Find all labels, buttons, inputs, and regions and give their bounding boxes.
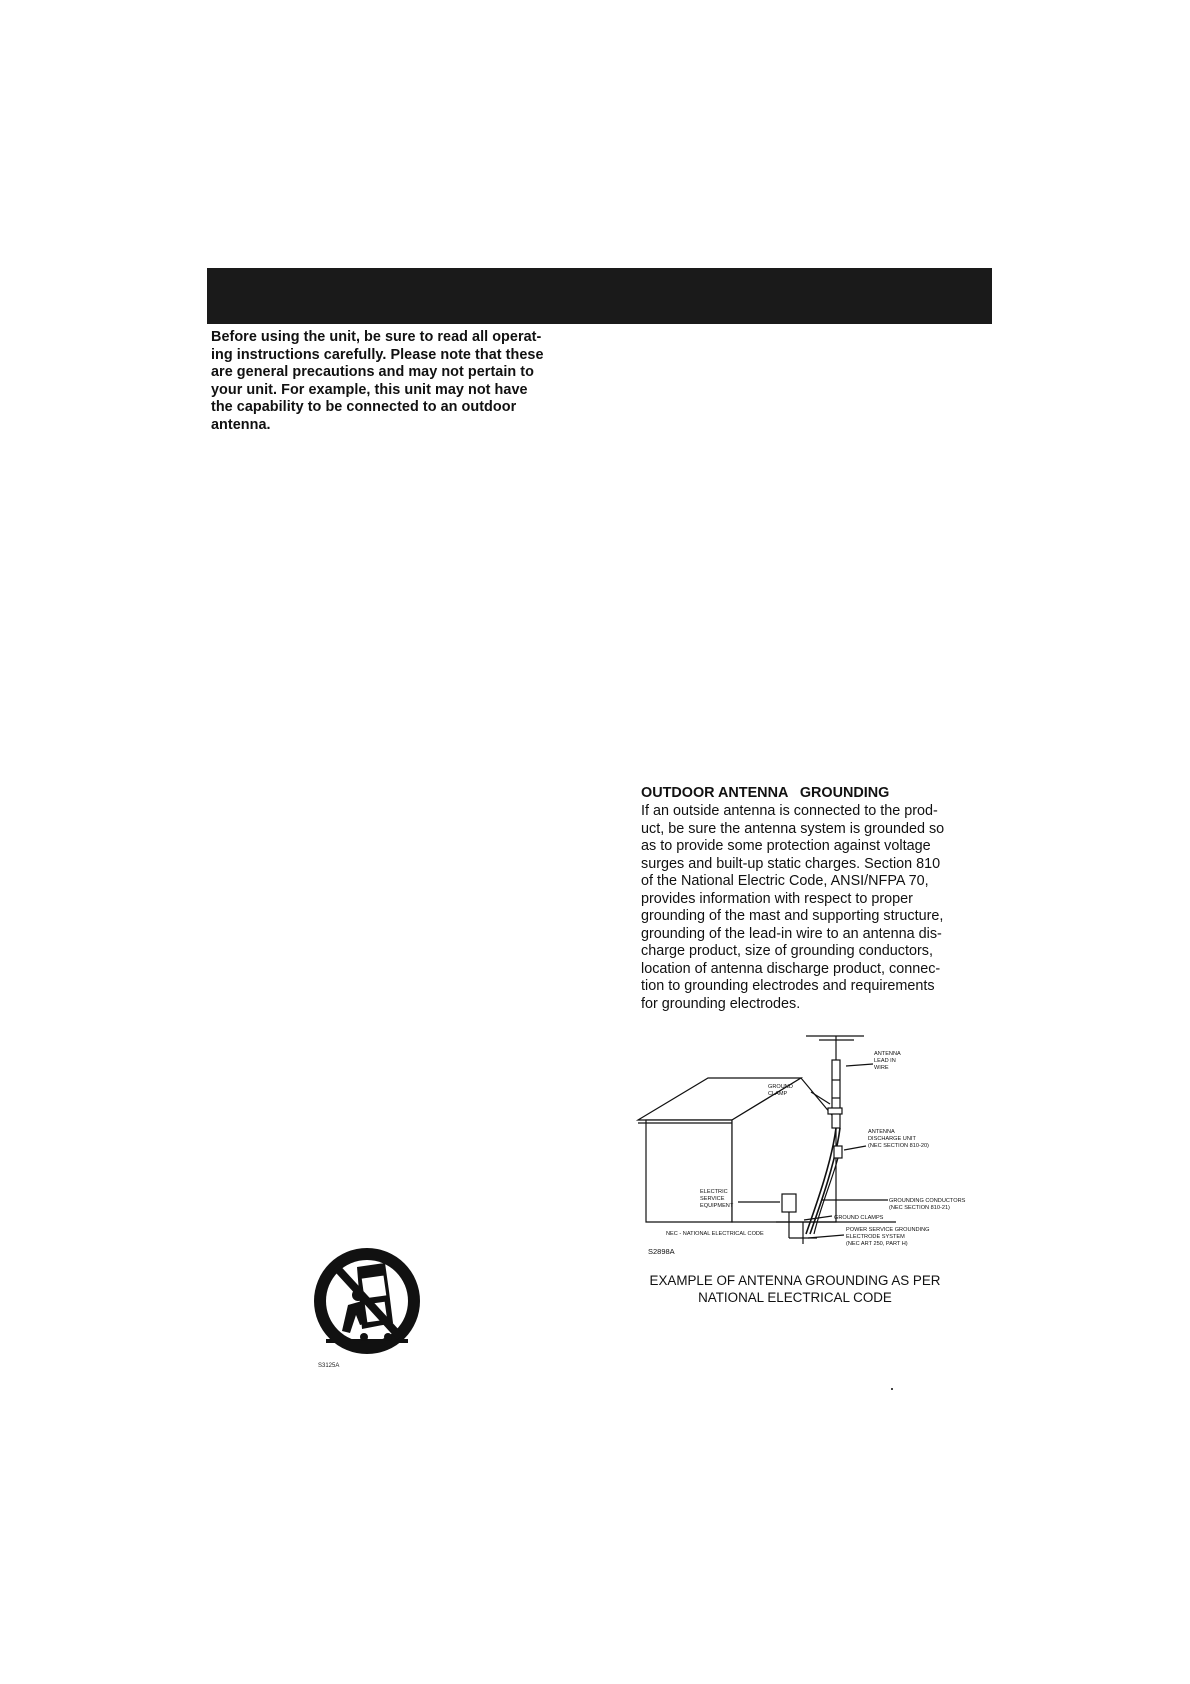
label-antenna-lead-in: LEAD IN (874, 1058, 896, 1064)
text-line: grounding of the lead-in wire to an antenna dis- (641, 925, 942, 942)
label-discharge-unit: (NEC SECTION 810-20) (868, 1143, 929, 1149)
diagram-caption (630, 1272, 960, 1306)
intro-line: are general precautions and may not pertain to (211, 364, 534, 380)
cart-symbol-code: S3125A (318, 1363, 340, 1369)
label-ground-clamps: GROUND CLAMPS (834, 1215, 884, 1221)
text-line: uct, be sure the antenna system is grounded so (641, 820, 945, 837)
intro-line: ing instructions carefully. Please note that these (211, 346, 544, 363)
label-power-service: ELECTRODE SYSTEM (846, 1234, 905, 1240)
label-grounding-conductors: GROUNDING CONDUCTORS (889, 1198, 966, 1204)
antenna-grounding-heading: OUTDOOR ANTENNA GROUNDING (641, 785, 890, 801)
caption-line: NATIONAL ELECTRICAL CODE (698, 1290, 892, 1305)
caption-line: EXAMPLE OF ANTENNA GROUNDING AS PER (649, 1273, 941, 1288)
house-illustration (638, 1036, 896, 1244)
label-ground-clamp: CLAMP (768, 1091, 788, 1097)
intro-paragraph (211, 329, 561, 434)
label-electric-service: ELECTRIC (700, 1189, 728, 1195)
label-power-service: POWER SERVICE GROUNDING (846, 1227, 930, 1233)
label-nec-note: NEC - NATIONAL ELECTRICAL CODE (666, 1231, 764, 1237)
label-electric-service: SERVICE (700, 1196, 725, 1202)
intro-line: your unit. For example, this unit may not have (211, 381, 528, 398)
header-bar (207, 268, 992, 324)
text-line: surges and built-up static charges. Section 810 (641, 855, 941, 872)
text-line: as to provide some protection against voltage (641, 838, 931, 854)
antenna-grounding-text (641, 803, 944, 1013)
label-ground-clamp: GROUND (768, 1084, 793, 1090)
text-line: provides information with respect to proper (641, 890, 913, 907)
antenna-grounding-diagram (636, 1030, 966, 1262)
text-line: charge product, size of grounding conductors, (641, 943, 933, 959)
label-antenna-lead-in: ANTENNA (874, 1051, 901, 1057)
cart-warning-icon (310, 1245, 426, 1375)
text-line: If an outside antenna is connected to the prod- (641, 803, 938, 819)
label-antenna-lead-in: WIRE (874, 1065, 889, 1071)
text-line: for grounding electrodes. (641, 995, 801, 1012)
label-power-service: (NEC ART 250, PART H) (846, 1241, 908, 1247)
diagram-code: S2898A (648, 1247, 675, 1256)
label-discharge-unit: ANTENNA (868, 1129, 895, 1135)
intro-line: antenna. (211, 416, 271, 433)
label-discharge-unit: DISCHARGE UNIT (868, 1136, 916, 1142)
intro-line: Before using the unit, be sure to read all operat- (211, 329, 542, 345)
label-grounding-conductors: (NEC SECTION 810-21) (889, 1205, 950, 1211)
label-electric-service: EQUIPMENT (700, 1203, 734, 1209)
text-line: grounding of the mast and supporting structure, (641, 908, 944, 924)
text-line: tion to grounding electrodes and requirements (641, 978, 935, 994)
stray-dot (891, 1388, 893, 1390)
text-line: location of antenna discharge product, connec- (641, 960, 941, 977)
intro-line: the capability to be connected to an outdoor (211, 399, 517, 415)
text-line: of the National Electric Code, ANSI/NFPA 70, (641, 873, 929, 889)
